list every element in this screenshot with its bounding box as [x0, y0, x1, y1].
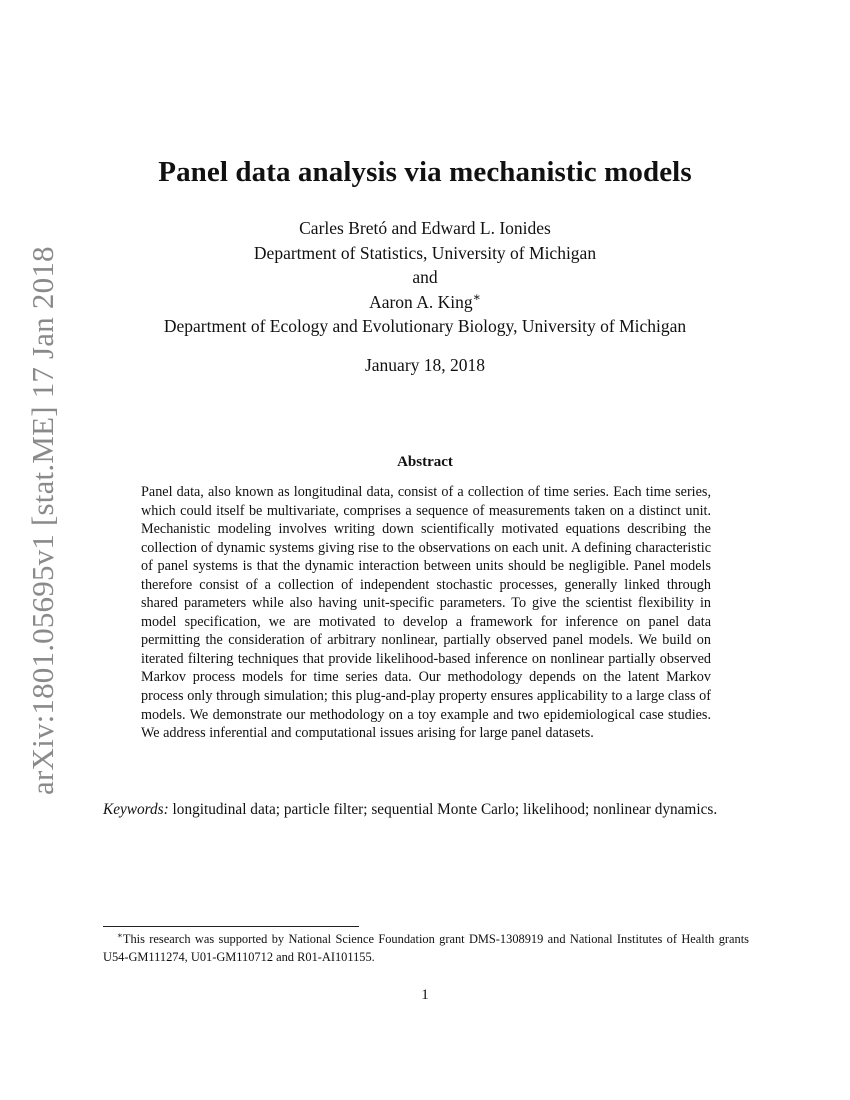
keywords-text: longitudinal data; particle filter; sequential Monte Carlo; likelihood; nonlinear dynamics. [172, 801, 718, 818]
authors-line-2: Aaron A. King [369, 291, 473, 312]
footnote-mark: ∗ [117, 929, 123, 940]
footnote-text: This research was supported by National Science Foundation grant DMS-1308919 and National Institutes of Health grants U54-GM111274, U01-GM110712 and R01-AI101155. [103, 932, 749, 964]
footnote-divider [103, 926, 359, 927]
abstract-body: Panel data, also known as longitudinal data, consist of a collection of time series. Each time series, which could itself be multivariate, comprises a sequence of measurements taken on a distinct unit. Mechanistic modeling involves writing down scientifically motivated equations describing the collection of dynamic systems giving rise to the observations on each unit. A defining characteristic of panel systems is that the dynamic interaction between units should be negligible. Panel models therefore consist of a collection of independent stochastic processes, generally linked through shared parameters while also having unit-specific parameters. To give the scientist flexibility in model specification, we are motivated to develop a framework for inference on panel data permitting the consideration of arbitrary nonlinear, partially observed panel models. We build on iterated filtering techniques that provide likelihood-based inference on nonlinear partially observed Markov process models for time series data. Our methodology depends on the latent Markov process only through simulation; this plug-and-play property ensures applicability to a large class of models. We demonstrate our methodology on a toy example and two epidemiological case studies. We address inferential and computational issues arising for large panel datasets. [141, 484, 711, 742]
page-number: 1 [421, 987, 429, 1003]
arxiv-identifier-stamp: arXiv:1801.05695v1 [stat.ME] 17 Jan 2018 [25, 246, 60, 795]
authors-line-1: Carles Bretó and Edward L. Ionides [299, 218, 551, 238]
author-footnote-mark: ∗ [472, 289, 481, 304]
author-block [0, 216, 850, 339]
keywords-label: Keywords: [103, 801, 169, 818]
affiliation-2: Department of Ecology and Evolutionary Biology, University of Michigan [163, 316, 687, 336]
authors-conjunction: and [412, 267, 438, 287]
paper-title: Panel data analysis via mechanistic models [158, 156, 692, 188]
authors-line-2-wrapper [0, 290, 850, 315]
affiliation-1: Department of Statistics, University of Michigan [253, 242, 597, 263]
paper-date: January 18, 2018 [364, 355, 486, 375]
funding-footnote [103, 930, 749, 966]
keywords-paragraph [103, 799, 748, 821]
abstract-heading: Abstract [397, 454, 453, 470]
